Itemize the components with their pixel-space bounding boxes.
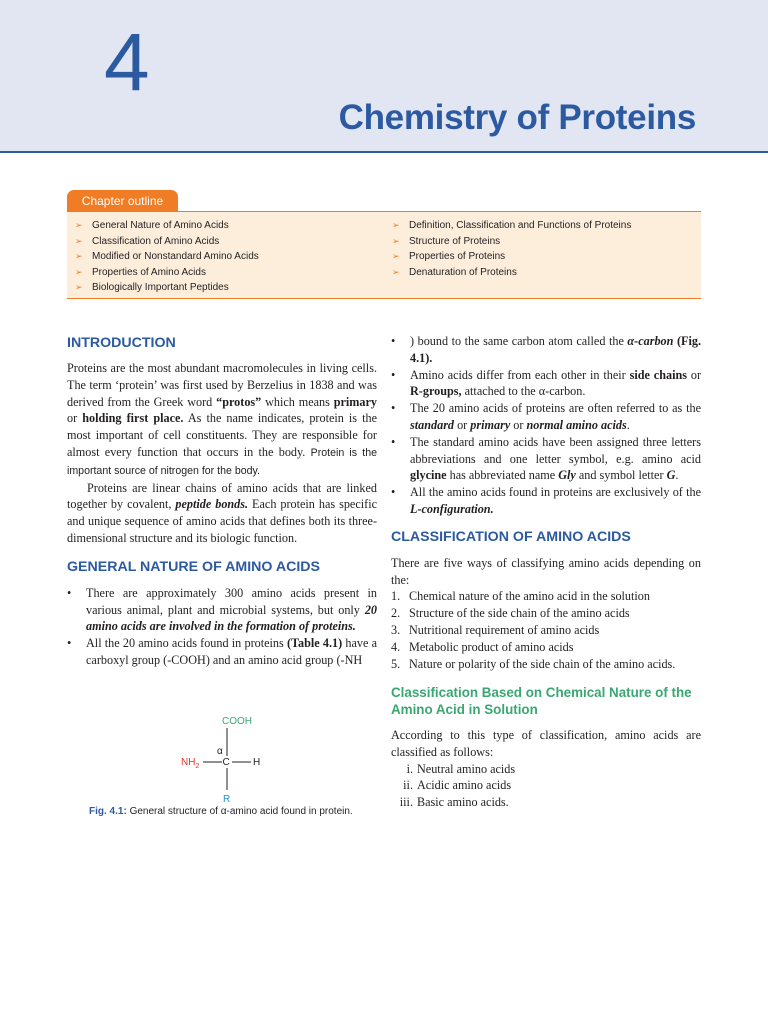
outline-item: ➢ Modified or Nonstandard Amino Acids: [75, 249, 259, 265]
list-item: • Amino acids differ from each other in their side chains or R-groups, attached to the α-carbon.: [410, 367, 701, 401]
arrow-bullet-icon: ➢: [75, 282, 83, 292]
carbon-label: C: [222, 757, 230, 768]
arrow-bullet-icon: ➢: [75, 266, 83, 277]
figure-caption: Fig. 4.1: General structure of α-amino acid found in protein.: [89, 806, 353, 817]
list-item: • All the amino acids found in proteins are exclusively of the L-configuration.: [410, 484, 701, 518]
nh2-label: $NH_2$: [181, 757, 200, 770]
outline-left-list: [75, 218, 259, 296]
intro-paragraph-1: Proteins are the most abundant macromolecules in living cells. The term ‘protein’ was first used by Berzelius in 1838 and was derived from the Greek word “protos” which means primary or holding first place. As the name indicates, protein is the most important of cell constituents. They are responsible for almost every function that occurs in the body. Protein is the important source of nitrogen for the body.: [67, 361, 378, 477]
arrow-bullet-icon: ➢: [392, 251, 400, 261]
outline-item: ➢ Properties of Amino Acids: [75, 265, 259, 281]
arrow-bullet-icon: ➢: [75, 235, 83, 246]
list-item: 5. Nature or polarity of the side chain of the amino acids.: [391, 656, 676, 671]
cooh-label: COOH: [222, 716, 252, 727]
general-nature-heading: GENERAL NATURE OF AMINO ACIDS: [67, 558, 321, 575]
outline-right-list: [392, 218, 631, 280]
outline-item: ➢ General Nature of Amino Acids: [75, 218, 259, 234]
header-divider: [0, 151, 768, 153]
list-item: • There are approximately 300 amino acids present in various animal, plant and microbial systems, but only 20 amino acids are involved in the formation of proteins.: [86, 585, 377, 635]
arrow-bullet-icon: ➢: [75, 251, 83, 261]
outline-item: ➢ Structure of Proteins: [392, 234, 631, 250]
outline-item: ➢ Denaturation of Proteins: [392, 265, 631, 281]
amino-acid-structure-diagram: [67, 712, 377, 804]
outline-item: ➢ Classification of Amino Acids: [75, 234, 259, 250]
alpha-label: α: [217, 746, 223, 757]
list-item: • The 20 amino acids of proteins are often referred to as the standard or primary or normal amino acids.: [410, 400, 701, 434]
outline-item: ➢ Biologically Important Peptides: [75, 280, 259, 296]
list-item: i. Neutral amino acids: [406, 761, 516, 776]
general-nature-list-continued: [391, 333, 701, 518]
arrow-bullet-icon: ➢: [75, 220, 83, 230]
chapter-number: 4: [104, 17, 150, 108]
introduction-heading: INTRODUCTION: [67, 335, 176, 351]
arrow-bullet-icon: ➢: [392, 235, 400, 246]
chapter-header: [0, 0, 768, 151]
hydrogen-label: H: [253, 757, 261, 768]
list-item-continued: • ) bound to the same carbon atom called the α-carbon (Fig. 4.1).: [410, 333, 701, 367]
r-group-label: R: [223, 794, 231, 804]
outline-item: ➢ Definition, Classification and Functions of Proteins: [392, 218, 631, 234]
chapter-title: Chemistry of Proteins: [338, 98, 696, 137]
list-item: ii. Acidic amino acids: [403, 778, 512, 793]
list-item: iii. Basic amino acids.: [399, 795, 509, 810]
classification-intro: There are five ways of classifying amino acids depending on the:: [391, 555, 701, 587]
list-item: • All the 20 amino acids found in proteins (Table 4.1) have a carboxyl group (-COOH) and an amino acid group (-NH: [86, 635, 377, 669]
figure-4-1: [67, 712, 377, 822]
classification-list: [391, 588, 701, 672]
chapter-outline-box: [67, 211, 701, 299]
chemical-nature-list: [391, 761, 701, 811]
intro-paragraph-2: Proteins are linear chains of amino acids that are linked together by covalent, peptide bonds. Each protein has specific and unique sequence of amino acids that defines both its three-dimensional structure and its biologic function.: [67, 480, 377, 545]
arrow-bullet-icon: ➢: [392, 266, 400, 277]
right-column: [391, 333, 701, 811]
list-item: 4. Metabolic product of amino acids: [391, 639, 574, 654]
list-item: 2. Structure of the side chain of the amino acids: [391, 606, 630, 621]
left-column: [67, 333, 377, 669]
list-item: • The standard amino acids have been assigned three letters abbreviations and one letter symbol, e.g. amino acid glycine has abbreviated name Gly and symbol letter G.: [410, 434, 701, 484]
arrow-bullet-icon: ➢: [392, 220, 400, 230]
chapter-outline-tab: Chapter outline: [67, 190, 178, 212]
list-item: 3. Nutritional requirement of amino acids: [391, 622, 600, 637]
classification-heading: CLASSIFICATION OF AMINO ACIDS: [391, 528, 631, 545]
chemical-nature-subheading: Classification Based on Chemical Nature of the Amino Acid in Solution: [391, 685, 692, 718]
chemical-nature-intro: According to this type of classification, amino acids are classified as follows:: [391, 727, 701, 759]
outline-item: ➢ Properties of Proteins: [392, 249, 631, 265]
list-item: 1. Chemical nature of the amino acid in the solution: [391, 589, 650, 604]
general-nature-list: [67, 585, 377, 669]
